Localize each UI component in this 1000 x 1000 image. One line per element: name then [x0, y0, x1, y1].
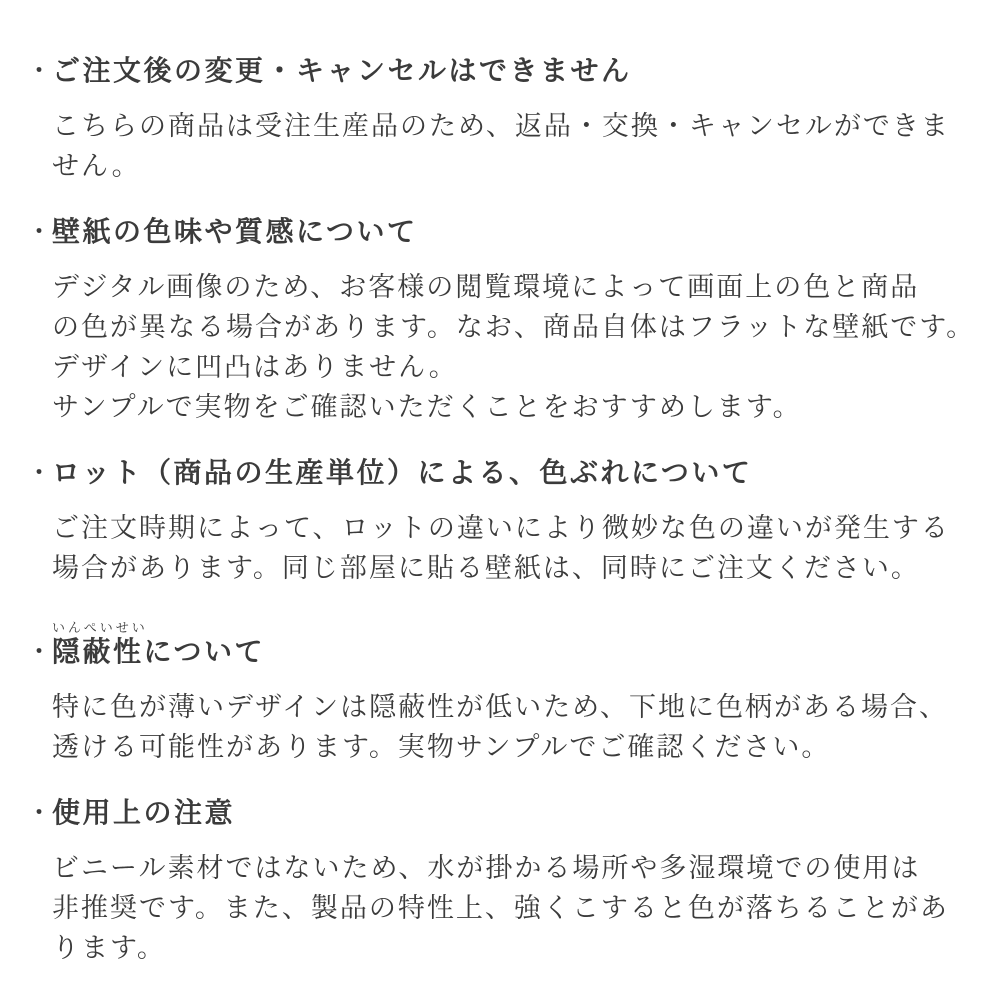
section-body — [52, 687, 972, 767]
body-text-line: ります。 — [52, 933, 166, 963]
section-color-texture — [28, 216, 976, 427]
body-text-line: 特に色が薄いデザインは隠蔽性が低いため、下地に色柄がある場合、 — [52, 692, 949, 722]
section-heading: ロット（商品の生産単位）による、色ぶれについて — [52, 457, 753, 488]
body-text-line: こちらの商品は受注生産品のため、返品・交換・キャンセルができま — [52, 111, 950, 141]
bullet-icon: ・ — [28, 800, 51, 825]
section-heading: 使用上の注意 — [52, 797, 236, 828]
section-heading-row — [28, 637, 972, 667]
body-text-line: ビニール素材ではないため、水が掛かる場所や多湿環境での使用は — [52, 853, 921, 883]
section-heading-row — [28, 798, 972, 828]
bullet-icon: ・ — [28, 219, 51, 244]
body-text-line: の色が異なる場合があります。なお、商品自体はフラットな壁紙です。 — [52, 312, 976, 342]
section-order-cancellation — [28, 56, 972, 186]
bullet-icon: ・ — [28, 460, 51, 485]
body-text-line: 透ける可能性があります。実物サンプルでご確認ください。 — [52, 732, 831, 762]
section-body — [52, 848, 972, 968]
section-heading: 隠蔽性について — [52, 636, 265, 667]
body-text-line: せん。 — [52, 151, 141, 181]
section-body — [52, 267, 976, 427]
section-usage-precautions — [28, 798, 972, 968]
section-body — [52, 106, 972, 186]
section-opacity — [28, 619, 972, 767]
section-heading: ご注文後の変更・キャンセルはできません — [52, 55, 632, 86]
body-text-line: 非推奨です。また、製品の特性上、強くこすると色が落ちることがあ — [52, 893, 949, 923]
section-heading: 壁紙の色味や質感について — [52, 216, 418, 247]
section-heading-row — [28, 217, 972, 247]
section-lot-color-variation — [28, 458, 972, 588]
body-text-line: 場合があります。同じ部屋に貼る壁紙は、同時にご注文ください。 — [52, 553, 920, 583]
furigana-ruby-text: いんぺいせい — [52, 620, 148, 635]
section-heading-row — [28, 56, 972, 86]
body-text-line: デザインに凹凸はありません。 — [52, 352, 458, 382]
bullet-icon: ・ — [28, 58, 51, 83]
section-body — [52, 508, 972, 588]
bullet-icon: ・ — [28, 639, 51, 664]
section-heading-row — [28, 458, 972, 488]
body-text-line: デジタル画像のため、お客様の閲覧環境によって画面上の色と商品 — [52, 272, 920, 302]
body-text-line: ご注文時期によって、ロットの違いにより微妙な色の違いが発生する — [52, 513, 950, 543]
body-text-line: サンプルで実物をご確認いただくことをおすすめします。 — [52, 392, 802, 422]
